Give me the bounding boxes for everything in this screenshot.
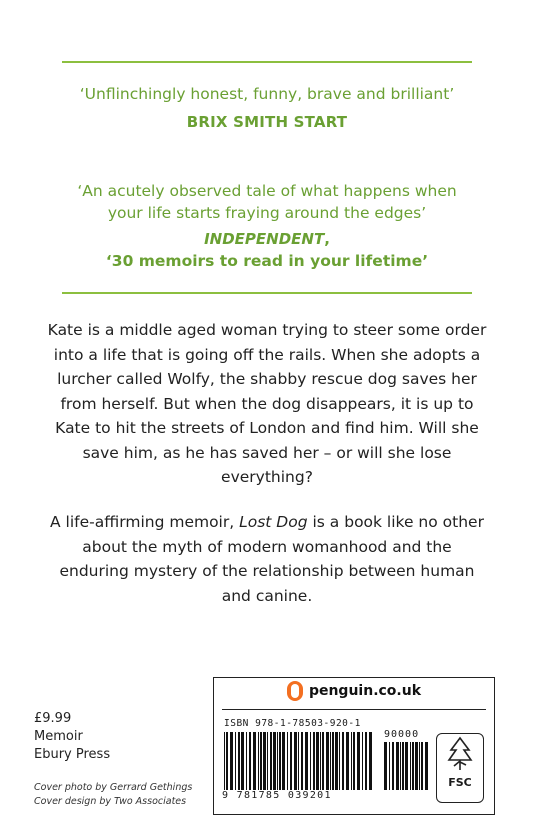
quote-2 bbox=[40, 180, 494, 272]
blurb-paragraph-1: Kate is a middle aged woman trying to steer some order into a life that is going off the rails. When she adopts a lurcher called Wolfy, the shabby rescue dog saves her from herself. But when the dog disappears, it is up to Kate to hit the streets of London and find him. Will she save him, as he has saved her – or will she lose everything? bbox=[47, 321, 487, 486]
quote-1-source: BRIX SMITH START bbox=[186, 113, 348, 131]
isbn-text: ISBN 978-1-78503-920-1 bbox=[224, 718, 361, 729]
blurb-paragraph-2 bbox=[46, 510, 488, 608]
barcode-divider bbox=[222, 709, 486, 710]
quote-1 bbox=[40, 85, 494, 131]
addon-barcode-icon bbox=[384, 742, 428, 790]
fsc-badge bbox=[436, 733, 484, 803]
barcode-icon bbox=[224, 732, 374, 790]
quote-2-source bbox=[40, 228, 494, 250]
barcode-number: 9 781785 039201 bbox=[222, 790, 332, 801]
middle-rule bbox=[62, 292, 472, 294]
penguin-row bbox=[214, 678, 494, 704]
credits bbox=[34, 781, 192, 809]
website: penguin.co.uk bbox=[308, 683, 422, 699]
fsc-label: FSC bbox=[448, 776, 472, 789]
publisher: Ebury Press bbox=[34, 747, 111, 762]
blurb-p2-end: is a book like no other about the myth of modern womanhood and the enduring mystery of the relationship between human and canine. bbox=[59, 513, 484, 605]
quote-2-text-line2: your life starts fraying around the edges’ bbox=[107, 204, 427, 222]
book-meta bbox=[34, 710, 110, 764]
quote-1-text: ‘Unflinchingly honest, funny, brave and brilliant’ bbox=[79, 85, 455, 103]
barcode-box bbox=[213, 677, 495, 815]
addon-number: 90000 bbox=[384, 729, 420, 740]
quote-2-source-suffix: , bbox=[324, 230, 330, 248]
penguin-logo-icon bbox=[287, 681, 303, 701]
book-title: Lost Dog bbox=[239, 513, 308, 531]
cover-photo-credit: Cover photo by Gerrard Gethings bbox=[34, 782, 193, 793]
blurb-p2-start: A life-affirming memoir, bbox=[50, 513, 240, 531]
quote-2-source-detail: ‘30 memoirs to read in your lifetime’ bbox=[105, 252, 429, 270]
quote-2-source-name: INDEPENDENT bbox=[204, 230, 325, 248]
top-rule bbox=[62, 61, 472, 63]
quote-2-text-line1: ‘An acutely observed tale of what happens when bbox=[77, 182, 457, 200]
cover-design-credit: Cover design by Two Associates bbox=[34, 796, 187, 807]
fsc-tree-icon bbox=[443, 734, 477, 774]
price: £9.99 bbox=[34, 711, 72, 726]
category: Memoir bbox=[34, 729, 83, 744]
